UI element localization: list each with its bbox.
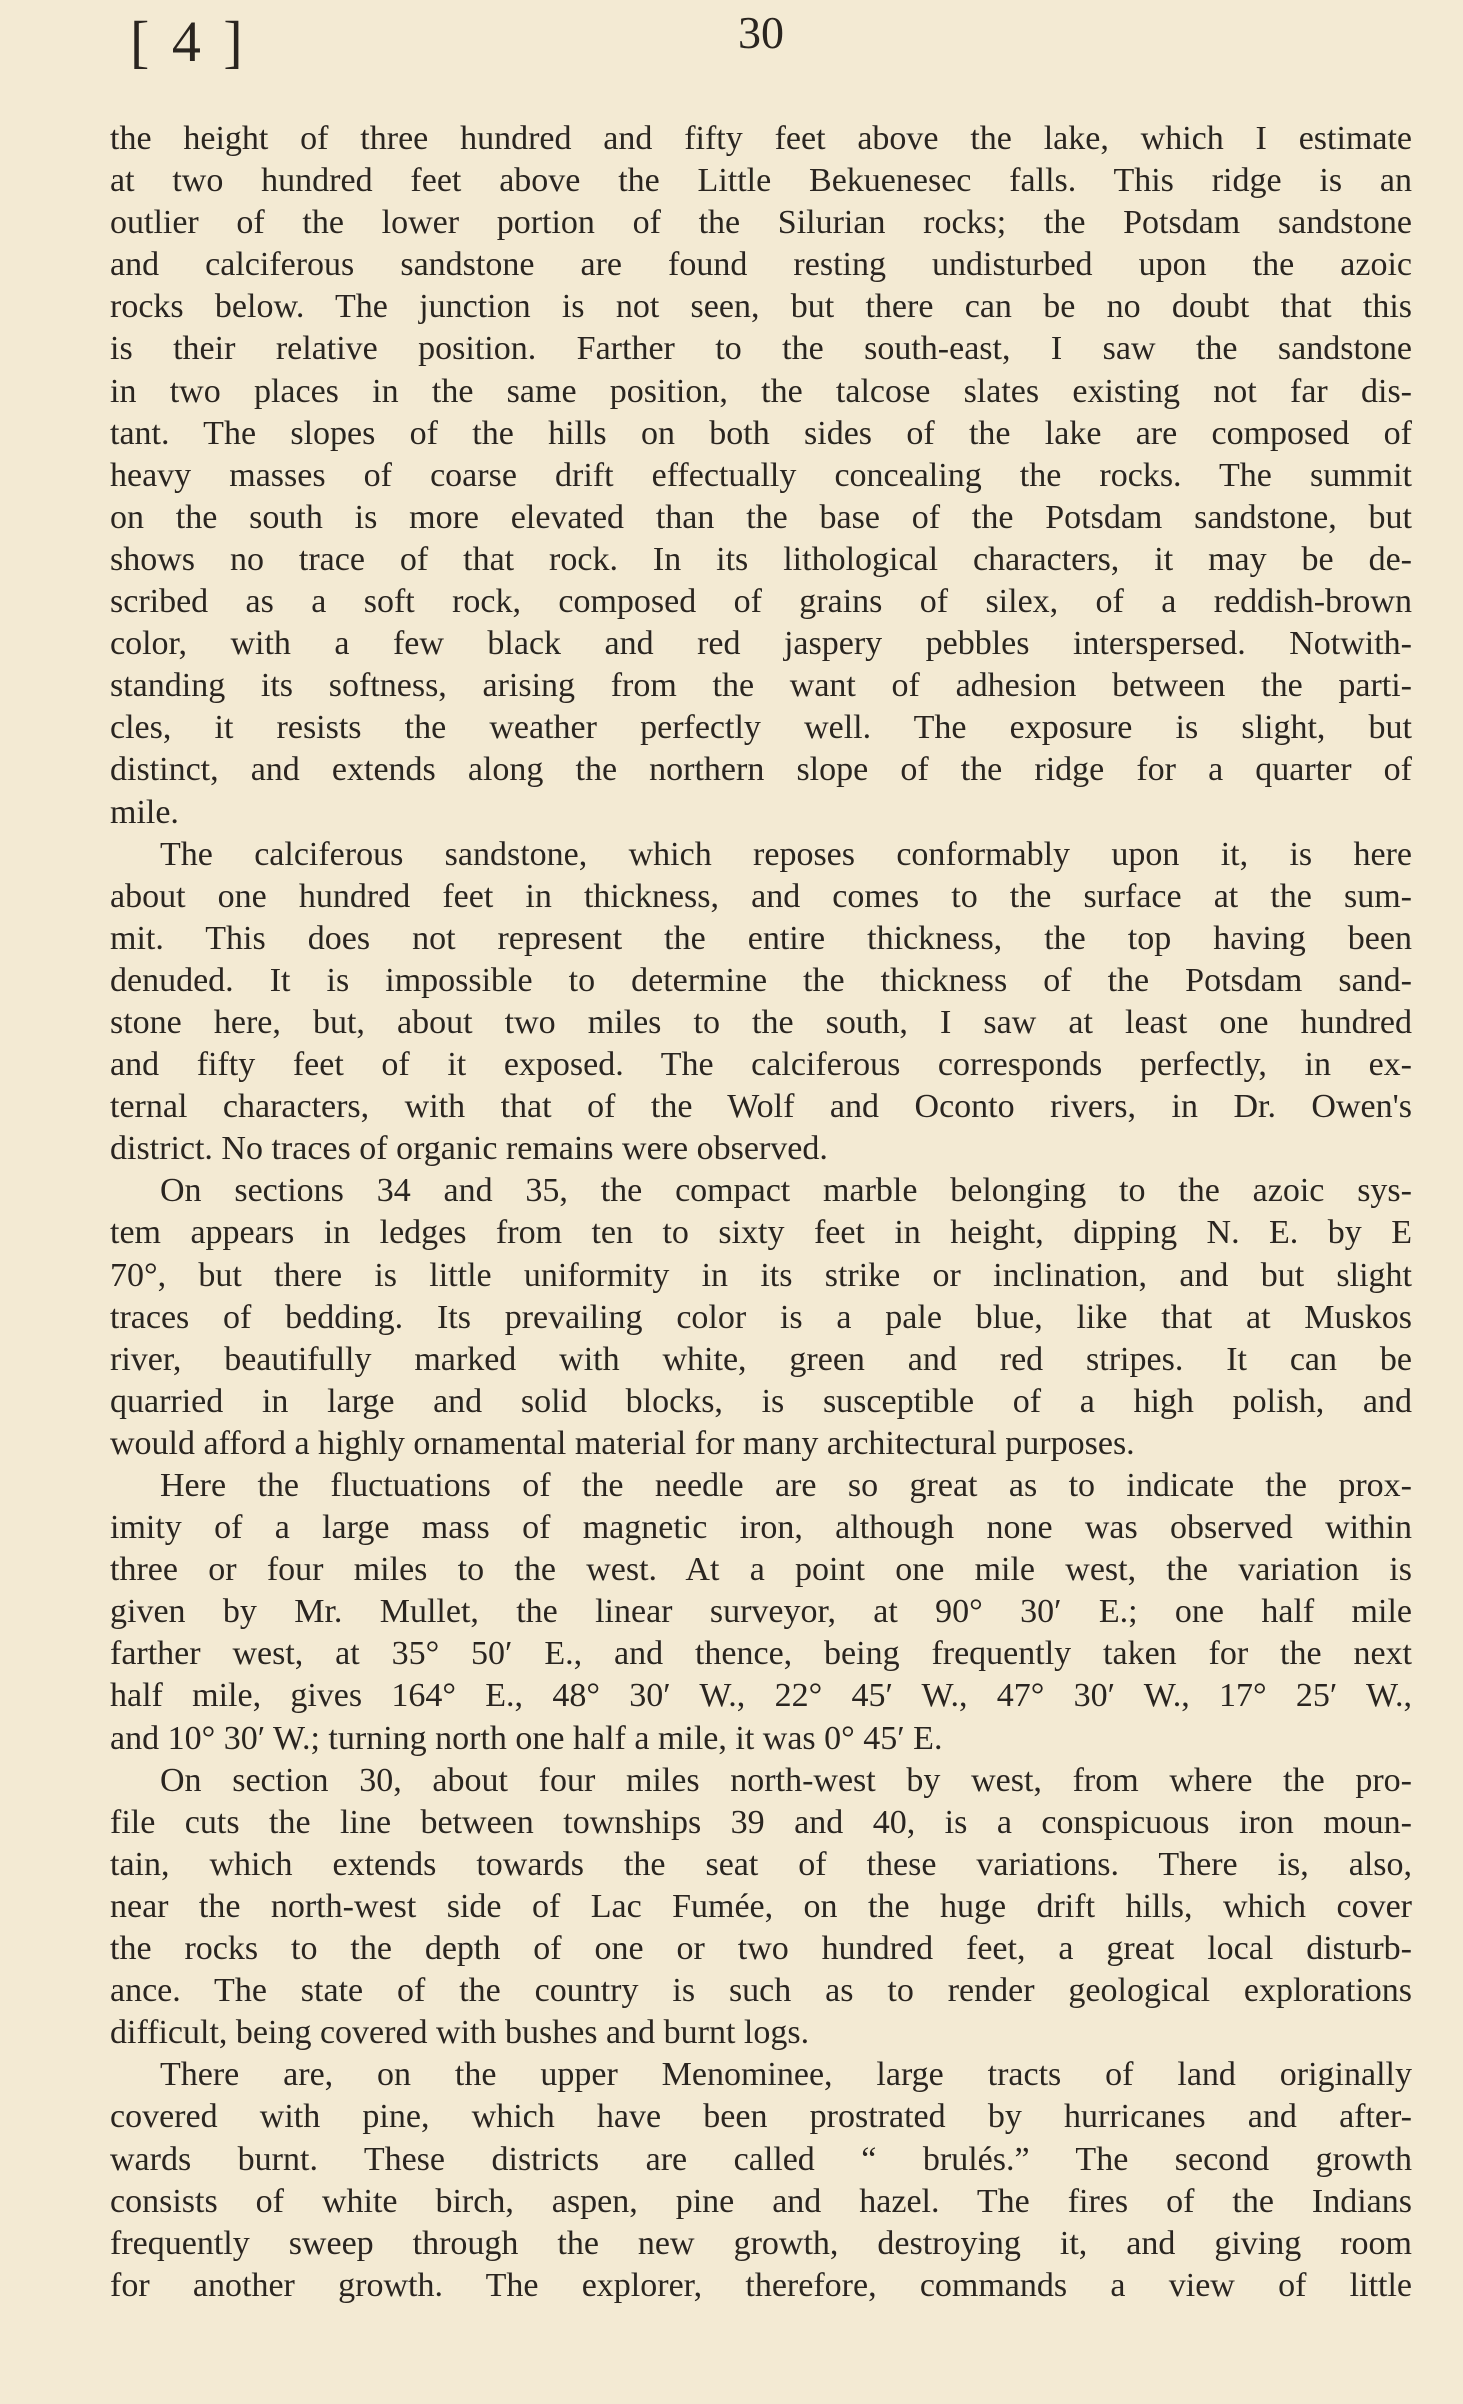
text-line: the rocks to the depth of one or two hundred feet, a great local disturb-: [110, 1930, 1412, 1968]
text-line: mit. This does not represent the entire thickness, the top having been: [110, 919, 1412, 957]
text-line: on the south is more elevated than the base of the Potsdam sandstone, but: [110, 498, 1412, 536]
text-line: stone here, but, about two miles to the south, I saw at least one hundred: [110, 1003, 1412, 1041]
text-line: 70°, but there is little uniformity in its strike or inclination, and but slight: [110, 1256, 1412, 1294]
text-line: is their relative position. Farther to the south-east, I saw the sandstone: [110, 330, 1412, 368]
text-line: half mile, gives 164° E., 48° 30′ W., 22° 45′ W., 47° 30′ W., 17° 25′ W.,: [110, 1677, 1412, 1715]
text-line: ternal characters, with that of the Wolf and Oconto rivers, in Dr. Owen's: [110, 1088, 1412, 1126]
page-number: 30: [738, 7, 784, 58]
text-line: ance. The state of the country is such as to render geological explorations: [110, 1972, 1412, 2010]
text-line: quarried in large and solid blocks, is susceptible of a high polish, and: [110, 1382, 1412, 1420]
text-line: outlier of the lower portion of the Silurian rocks; the Potsdam sandstone: [110, 204, 1412, 242]
text-line: and 10° 30′ W.; turning north one half a mile, it was 0° 45′ E.: [110, 1719, 943, 1757]
text-line: Here the fluctuations of the needle are so great as to indicate the prox-: [160, 1467, 1412, 1504]
text-line: tain, which extends towards the seat of these variations. There is, also,: [110, 1845, 1412, 1883]
text-line: standing its softness, arising from the want of adhesion between the parti-: [110, 667, 1412, 705]
text-line: color, with a few black and red jaspery pebbles interspersed. Notwith-: [110, 625, 1412, 663]
text-line: farther west, at 35° 50′ E., and thence, being frequently taken for the next: [110, 1635, 1412, 1673]
text-line: The calciferous sandstone, which reposes conformably upon it, is here: [160, 835, 1412, 873]
text-line: scribed as a soft rock, composed of grains of silex, of a reddish-brown: [110, 583, 1412, 621]
text-line: tant. The slopes of the hills on both sides of the lake are composed of: [110, 414, 1412, 452]
text-line: three or four miles to the west. At a point one mile west, the variation is: [110, 1551, 1412, 1589]
text-line: traces of bedding. Its prevailing color is a pale blue, like that at Muskos: [110, 1298, 1412, 1336]
text-line: difficult, being covered with bushes and burnt logs.: [110, 2014, 810, 2052]
text-line: near the north-west side of Lac Fumée, on the huge drift hills, which cover: [110, 1887, 1412, 1925]
text-line: about one hundred feet in thickness, and comes to the surface at the sum-: [110, 877, 1412, 915]
text-line: There are, on the upper Menominee, large tracts of land originally: [160, 2056, 1412, 2094]
text-line: given by Mr. Mullet, the linear surveyor, at 90° 30′ E.; one half mile: [110, 1593, 1412, 1631]
text-line: denuded. It is impossible to determine the thickness of the Potsdam sand-: [110, 961, 1412, 999]
text-line: distinct, and extends along the northern slope of the ridge for a quarter of: [110, 751, 1412, 789]
text-line: On sections 34 and 35, the compact marble belonging to the azoic sys-: [160, 1172, 1412, 1210]
text-line: rocks below. The junction is not seen, but there can be no doubt that this: [110, 288, 1412, 326]
text-line: consists of white birch, aspen, pine and hazel. The fires of the Indians: [110, 2182, 1412, 2220]
text-line: at two hundred feet above the Little Bekuenesec falls. This ridge is an: [110, 162, 1412, 200]
text-line: imity of a large mass of magnetic iron, although none was observed within: [110, 1509, 1412, 1547]
text-line: On section 30, about four miles north-west by west, from where the pro-: [160, 1761, 1412, 1799]
text-line: tem appears in ledges from ten to sixty feet in height, dipping N. E. by E: [110, 1214, 1412, 1252]
page-marker: [ 4 ]: [130, 9, 247, 74]
text-line: wards burnt. These districts are called “ brulés.” The second growth: [110, 2140, 1412, 2178]
text-line: and calciferous sandstone are found resting undisturbed upon the azoic: [110, 246, 1412, 284]
text-line: cles, it resists the weather perfectly well. The exposure is slight, but: [110, 709, 1412, 747]
text-line: shows no trace of that rock. In its lithological characters, it may be de-: [110, 540, 1412, 578]
text-line: and fifty feet of it exposed. The calciferous corresponds perfectly, in ex-: [110, 1046, 1412, 1084]
text-line: frequently sweep through the new growth, destroying it, and giving room: [110, 2224, 1412, 2262]
text-line: river, beautifully marked with white, green and red stripes. It can be: [110, 1340, 1412, 1378]
text-line: in two places in the same position, the talcose slates existing not far dis-: [110, 372, 1412, 410]
text-line: for another growth. The explorer, therefore, commands a view of little: [110, 2266, 1412, 2304]
body-text: [110, 118, 1412, 2307]
text-line: district. No traces of organic remains were observed.: [110, 1130, 828, 1168]
text-line: heavy masses of coarse drift effectually concealing the rocks. The summit: [110, 456, 1412, 494]
text-line: mile.: [110, 793, 179, 831]
text-line: would afford a highly ornamental material for many architectural purposes.: [110, 1424, 1135, 1462]
text-line: the height of three hundred and fifty feet above the lake, which I estimate: [110, 120, 1412, 157]
text-line: covered with pine, which have been prostrated by hurricanes and after-: [110, 2098, 1412, 2136]
text-line: file cuts the line between townships 39 and 40, is a conspicuous iron moun-: [110, 1803, 1412, 1841]
